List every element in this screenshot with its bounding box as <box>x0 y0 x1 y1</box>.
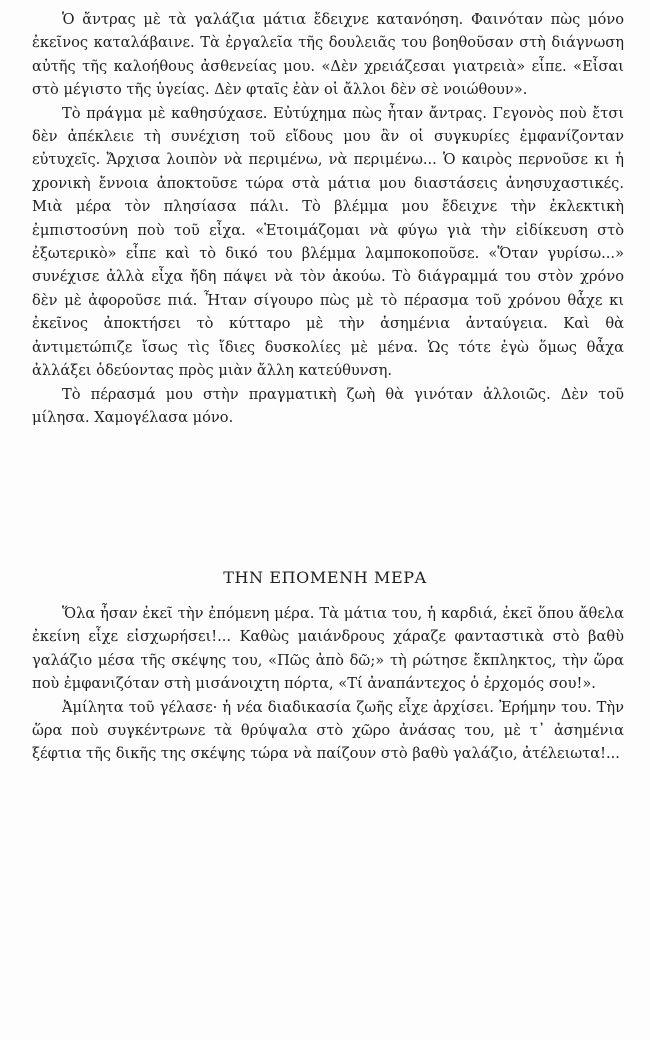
paragraph: Τὸ πέρασμά μου στὴν πραγματικὴ ζωὴ θὰ γινόταν ἀλλοιῶς. Δὲν τοῦ μίλησα. Χαμογέλασα μόνο. <box>32 385 624 426</box>
paragraph: Ὅλα ἦσαν ἐκεῖ τὴν ἐπόμενη μέρα. Τὰ μάτια του, ἡ καρδιά, ἐκεῖ ὅπου ἄθελα ἐκείνη εἶχε εἰσχωρήσει!... Καθὼς μαιάνδρους χάραζε φανταστικὰ στὸ βαθὺ γαλάζιο μέσα τῆς σκέψης του, «Πῶς ἀπὸ δῶ;» τὴ ρώτησε ἔκπληκτος, τὴν ὥρα ποὺ ἐμφανιζόταν στὴ μισάνοιχτη πόρτα, «Τί ἀναπάντεχος ὁ ἐρχομός σου!». <box>32 605 624 693</box>
paragraph: Ὁ ἄντρας μὲ τὰ γαλάζια μάτια ἔδειχνε κατανόηση. Φαινόταν πὼς μόνο ἐκεῖνος καταλάβαινε. Τὰ ἐργαλεῖα τῆς δουλειᾶς του βοηθοῦσαν στὴ διάγνωση αὐτῆς τῆς καλοήθους ἀσθενείας μου. «Δὲν χρειάζεσαι γιατρειὰ» εἶπε. «Εἶσαι στὸ μέγιστο τῆς ὑγείας. Δὲν φταῖς ἐὰν οἱ ἄλλοι δὲν σὲ νοιώθουν». <box>32 11 624 99</box>
section-two-body <box>32 602 624 766</box>
section-heading: ΤΗΝ ΕΠΟΜΕΝΗ ΜΕΡΑ <box>223 568 427 587</box>
paragraph: Ἀμίλητα τοῦ γέλασε· ἡ νέα διαδικασία ζωῆς εἶχε ἀρχίσει. Ἐρήμην του. Τὴν ὥρα ποὺ συγκέντρωνε τὰ θρύψαλα στὸ χῶρο ἀνάσας του, μὲ τ᾽ ἀσημένια ξέφτια τῆς δικῆς της σκέψης τώρα νὰ παίζουν στὸ βαθὺ γαλάζιο, ἀτέλειωτα!... <box>32 698 624 763</box>
section-one-body <box>32 8 624 429</box>
paragraph: Τὸ πράγμα μὲ καθησύχασε. Εὐτύχημα πὼς ἦταν ἄντρας. Γεγονὸς ποὺ ἔτσι δὲν ἀπέκλειε τὴ συνέχιση τοῦ εἴδους μου ἂν οἱ συγκυρίες ἐμφανίζονταν εὐτυχεῖς. Ἄρχισα λοιπὸν νὰ περιμένω, νὰ περιμένω... Ὁ καιρὸς περνοῦσε κι ἡ χρονικὴ ἔννοια ἀποκτοῦσε τώρα στὰ μάτια μου διαστάσεις ἀνησυχαστικές. Μιὰ μέρα τὸν πλησίασα πάλι. Τὸ βλέμμα μου ἔδειχνε τὴν ἐκλεκτικὴ ἐμπιστοσύνη ποὺ τοῦ εἶχα. «Ἑτοιμάζομαι νὰ φύγω γιὰ τὴν εἰδίκευση στὸ ἐξωτερικὸ» εἶπε καὶ τὸ δικό του βλέμμα λαμποκοποῦσε. «Ὅταν γυρίσω...» συνέχισε ἀλλὰ εἶχα ἤδη πάψει νὰ τὸν ἀκούω. Τὸ διάγραμμά του στὸν χρόνο δὲν μὲ ἀφοροῦσε πιά. Ἦταν σίγουρο πὼς μὲ τὸ πέρασμα τοῦ χρόνου θἆχε κι ἐκεῖνος ἀποκτήσει τὸ κύτταρο μὲ τὴν ἀσημένια ἀνταύγεια. Καὶ θὰ ἀντιμετώπιζε ἴσως τὶς ἴδιες δυσκολίες μὲ μένα. Ὡς τότε ἐγὼ ὅμως θἆχα ἀλλάξει ὁδεύοντας πρὸς μιὰν ἄλλη κατεύθυνση. <box>32 104 624 380</box>
